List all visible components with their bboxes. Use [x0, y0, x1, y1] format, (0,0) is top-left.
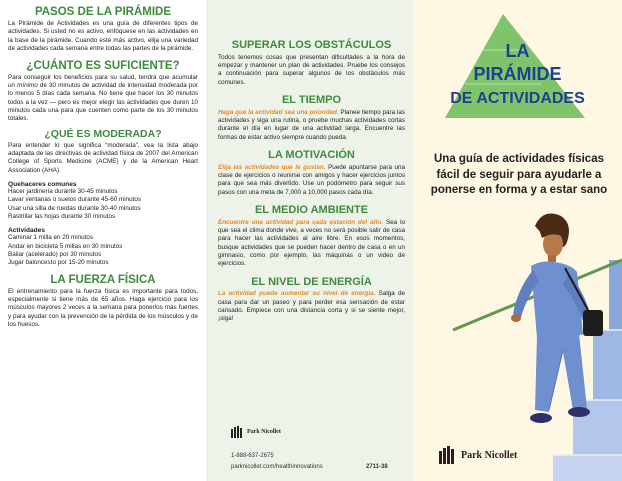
park-nicollet-logo: Park Nicollet: [439, 446, 517, 464]
middle-panel: [206, 0, 413, 481]
walking-woman-illustration: [511, 214, 603, 423]
section-body-energy: La actividad puede aumentar su nivel de energía. Salga de casa para dar un paseo y para perder esa sensación de estar cansado. Empiece con una distancia corta y si se siente mejor, ¡siga!: [218, 290, 405, 323]
section-title-time: EL TIEMPO: [281, 93, 342, 106]
activities-list: [8, 234, 198, 267]
left-panel: [0, 0, 206, 481]
section-body-motivation: Elija las actividades que le gustan. Puede apuntarse para una clase de ejercicios o reunirse con amigos y hacer ejercicios juntos para que sea más divertido. Use un podómetro para seguir sus pasos con una meta de 7,000 a 10,000 pasos cada día.: [218, 163, 405, 196]
section-title-how-much: ¿CUÁNTO ES SUFICIENTE?: [26, 59, 180, 72]
section-title-obstacles: SUPERAR LOS OBSTÁCULOS: [231, 39, 392, 51]
list-item: Jugar baloncesto por 15-20 minutos: [8, 259, 109, 267]
list-item: Lavar ventanas o suelos durante 45-60 minutos: [8, 196, 142, 204]
cover-title-line1: LA: [505, 41, 530, 61]
list-item: Andar en bicicleta 5 millas en 30 minutos: [8, 242, 123, 250]
website-link[interactable]: parknicollet.com/healthinnovations: [231, 464, 323, 470]
cover-panel: [413, 0, 622, 481]
chores-list: [8, 188, 198, 221]
list-item: Hacer jardinería durante 30-45 minutos: [8, 188, 118, 196]
park-nicollet-logo-small: Park Nicollet: [231, 426, 281, 438]
section-body-time: Haga que la actividad sea una prioridad. Planee tiempo para las actividades y siga una rutina, o pruebe muchas actividades cortas durante el día en lugar de una actividad larga. Encuentre las formas de estar activo siempre cuando pueda.: [218, 108, 405, 141]
cover-title-line3: DE ACTIVIDADES: [450, 90, 585, 107]
bag: [583, 310, 603, 336]
park-nicollet-logo-icon: [231, 426, 245, 438]
list-item: Bailar (acelerado) por 30 minutos: [8, 250, 102, 258]
document-code: 2711-38: [366, 464, 388, 470]
list-item: Rastrillar las hojas durante 30 minutos: [8, 213, 116, 221]
chores-heading: Quehaceres comunes: [8, 181, 77, 189]
section-title-pyramid-steps: PASOS DE LA PIRÁMIDE: [34, 6, 172, 18]
cover-title-line2: PIRÁMIDE: [473, 64, 562, 84]
list-item: Caminar 1 milla en 20 minutos: [8, 234, 94, 242]
park-nicollet-logo-icon: [439, 446, 459, 464]
cover-subtitle: Una guía de actividades físicas fácil de seguir para ayudarle a ponerse en forma y a estar sano: [430, 153, 608, 197]
section-title-strength: LA FUERZA FÍSICA: [50, 273, 156, 286]
section-title-moderate: ¿QUÉ ES MODERADA?: [44, 127, 162, 140]
section-title-energy: EL NIVEL DE ENERGÍA: [251, 275, 372, 288]
section-body-pyramid-steps: La Pirámide de Actividades es una guía de diferentes tipos de actividades. Si usted no es activo, enfóquese en las actividades en la base de la pirámide. Cuando esté más activo, elija una variedad de actividades cada semana entre todas las partes de la pirámide.: [8, 20, 198, 53]
phone-number: 1-888-637-2675: [231, 453, 274, 459]
section-title-environment: EL MEDIO AMBIENTE: [254, 203, 369, 216]
list-item: Usar una silla de ruedas durante 30-40 minutos: [8, 204, 141, 212]
section-title-motivation: LA MOTIVACIÓN: [268, 148, 355, 161]
section-body-strength: El entrenamiento para la fuerza física es importante para todos, especialmente si tiene más de 65 años. Haga ejercicio para los músculos mayores 2 veces a la semana para ponerlos más fuertes y para ayudar con la prevención de la pérdida de los músculos y de los huesos.: [8, 287, 198, 329]
section-body-how-much: Para conseguir los beneficios para su salud, tendrá que acumular un mínimo de 30 minutos de actividad de intensidad moderada por lo menos 5 días cada semana. No tiene que hacer los 30 minutos todos a la vez — pero es mejor elegir las actividades que duren 10 minutos cada una para que cuenten como parte de los 30 minutos totales.: [8, 73, 198, 123]
section-body-obstacles: Todos tenemos cosas que presentan dificultades a la hora de empezar y mantener un plan de actividades. Pruebe los consejos a continuación para superar algunos de los obstáculos más comunes.: [218, 53, 405, 86]
activities-heading: Actividades: [8, 227, 46, 235]
cover-title: [413, 42, 622, 107]
section-body-moderate: Para entender lo que significa “moderada”, vea la lista abajo adaptada de las directivas de actividad física de 2007 del American College of Sports Medicine (ACME) y de la American Heart Association (AHA).: [8, 141, 198, 174]
section-body-environment: Encuentre una actividad para cada estación del año. Sea lo que sea el clima donde vive, a veces no será posible salir de casa para hacer las actividades al aire libre. En esos momentos, busque actividades que se pueden hacer dentro de casa o en un gimnasio, como por ejemplo, las máquinas o un video de ejercicios.: [218, 218, 405, 268]
